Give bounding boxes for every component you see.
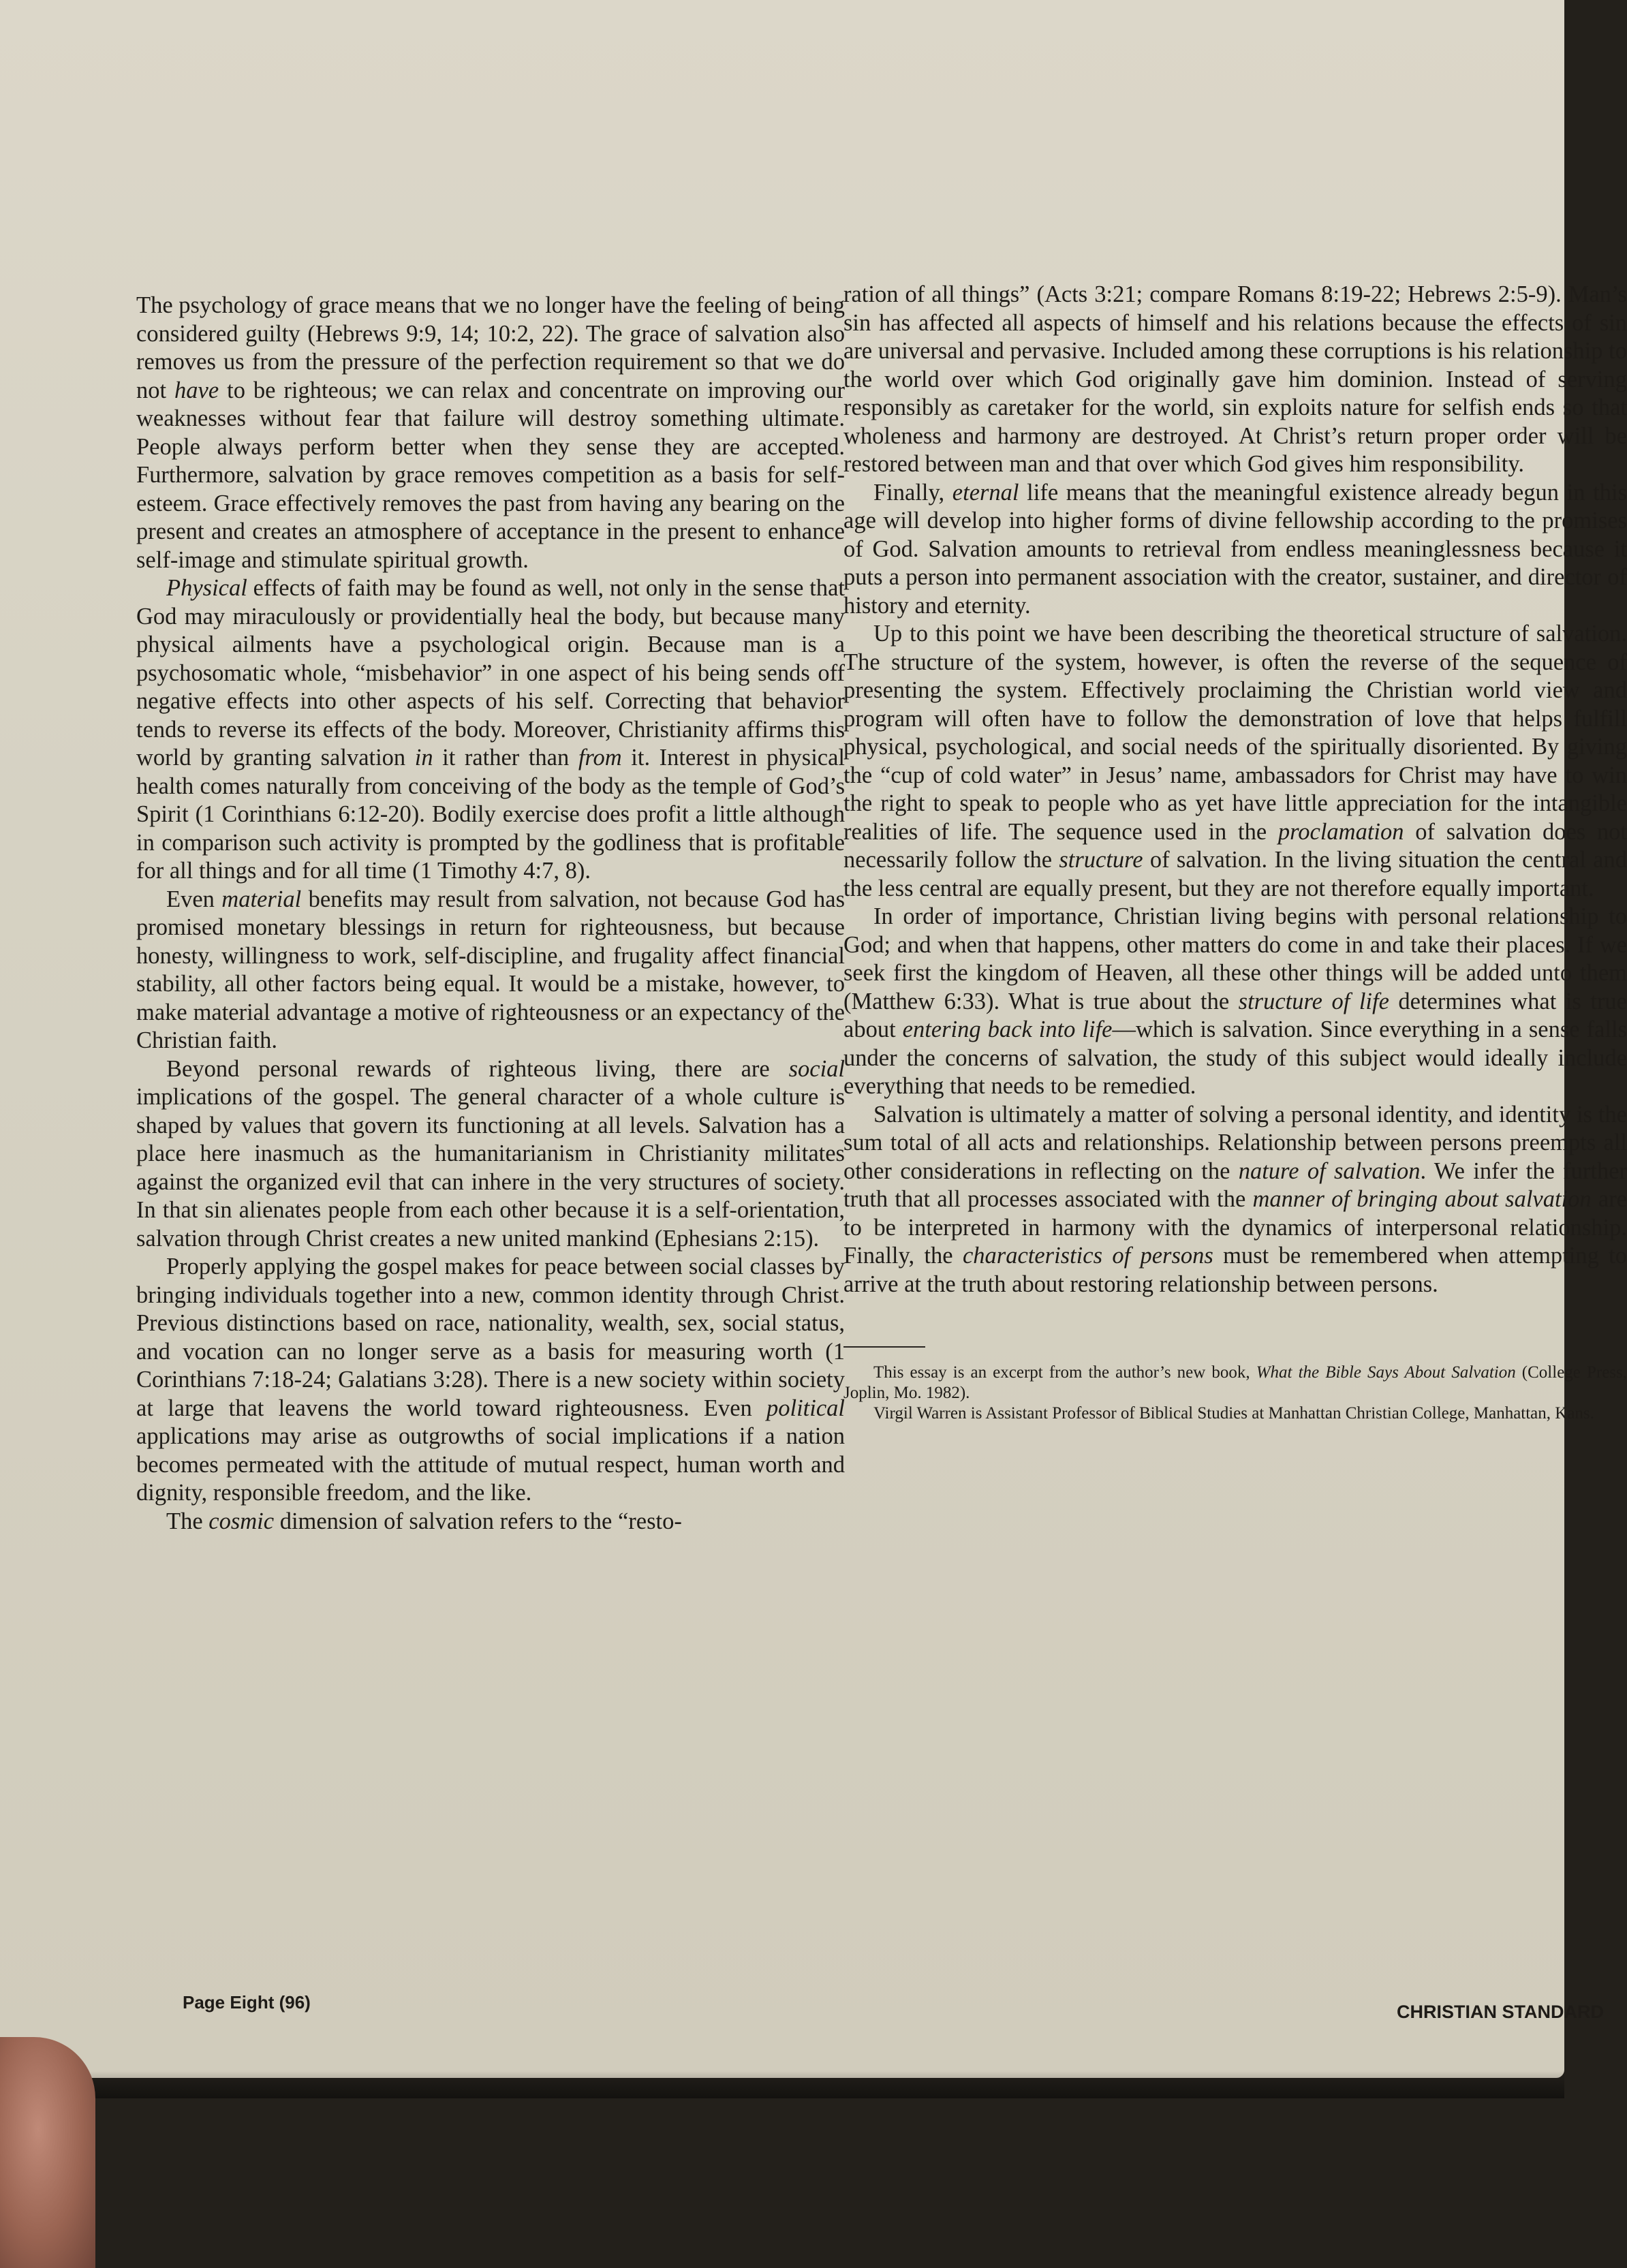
paragraph: Finally, eternal life means that the meaningful existence already begun in this age will develop into higher forms of divine fellowship according to the promises of God. Salvation amounts to retrieval from endless meaninglessness because it puts a person into permanent association with the creator, sustainer, and director of history and eternity. <box>843 479 1627 619</box>
paragraph: Beyond personal rewards of righteous living, there are social implications of the gospel. The general character of a whole culture is shaped by values that govern its functioning at all levels. Salvation has a place here inasmuch as the humanitarianism in Christianity militates against the organized evil that can inhere in the very structures of society. In that sin alienates people from each other because it is a self-orientation, salvation through Christ creates a new united mankind (Ephesians 2:15). <box>136 1055 845 1252</box>
paragraph: The cosmic dimension of salvation refers to the “resto- <box>166 1508 682 1534</box>
paragraph: The psychology of grace means that we no longer have the feeling of being considered guilty (Hebrews 9:9, 14; 10:2, 22). The grace of salvation also removes us from the pressure of the perfection requirement so that we do not have to be righteous; we can relax and concentrate on improving our weaknesses without fear that failure will destroy something ultimate. People always perform better when they sense they are accepted. Furthermore, salvation by grace removes competition as a basis for self-esteem. Grace effectively removes the past from having any bearing on the present and creates an atmosphere of acceptance in the present to enhance self-image and stimulate spiritual growth. <box>136 292 845 573</box>
footnote-divider <box>843 1346 925 1348</box>
left-column <box>136 292 845 1536</box>
right-column-text <box>843 281 1627 1424</box>
page-edge-shadow <box>0 2071 1564 2098</box>
magazine-name: CHRISTIAN STANDARD <box>1397 2002 1604 2022</box>
paragraph: Even material benefits may result from salvation, not because God has promised monetary blessings in return for righteousness, but because honesty, willingness to work, self-discipline, and frugality affect financial stability, all other factors being equal. It would be a mistake, however, to make material advantage a motive of righteousness or an expectancy of the Christian faith. <box>136 886 846 1053</box>
paragraph: Up to this point we have been describing the theoretical structure of salvation. The structure of the system, however, is often the reverse of the sequence of presenting the system. Effectively proclaiming the Christian world view and program will often have to follow the demonstration of love that helps fulfill physical, psychological, and social needs of the spiritually disoriented. By giving the “cup of cold water” in Jesus’ name, ambassadors for Christ may have to win the right to speak to people who as yet have little appreciation for the intangible realities of life. The sequence used in the proclamation of salvation does not necessarily follow the structure of salvation. In the living situation the central and the less central are equally present, but they are not therefore equally important. <box>843 621 1627 901</box>
paragraph: In order of importance, Christian living begins with personal relationship to God; and when that happens, other matters do come in and take their places. If we seek first the kingdom of Heaven, all these other things will be added unto them (Matthew 6:33). What is true about the structure of life determines what is true about entering back into life—which is salvation. Since everything in a sense falls under the concerns of salvation, the study of this subject would ideally include everything that needs to be remedied. <box>843 903 1627 1099</box>
paragraph: Physical effects of faith may be found as well, not only in the sense that God may miraculously or providentially heal the body, but because many physical ailments have a psychological origin. Because man is a psychosomatic whole, “misbehavior” in one aspect of his being sends off negative effects into other aspects of his self. Correcting that behavior tends to reverse its effects of the body. Moreover, Christianity affirms this world by granting salvation in it rather than from it. Interest in physical health comes naturally from conceiving of the body as the temple of God’s Spirit (1 Corinthians 6:12-20). Bodily exercise does profit a little although in comparison such activity is prompted by the godliness that is profitable for all things and for all time (1 Timothy 4:7, 8). <box>136 575 845 884</box>
paragraph: Properly applying the gospel makes for peace between social classes by bringing individuals together into a new, common identity through Christ. Previous distinctions based on race, nationality, wealth, sex, social status, and vocation can no longer serve as a basis for measuring worth (1 Corinthians 7:18-24; Galatians 3:28). There is a new society within society at large that leavens the world toward righteousness. Even political applications may arise as outgrowths of social implications if a nation becomes permeated with the attitude of mutual respect, human worth and dignity, responsible freedom, and the like. <box>136 1254 845 1506</box>
thumb <box>0 2037 95 2268</box>
footnote: Virgil Warren is Assistant Professor of Biblical Studies at Manhattan Christian College, Manhattan, Kans. <box>873 1404 1594 1423</box>
paragraph: ration of all things” (Acts 3:21; compare Romans 8:19-22; Hebrews 2:5-9). Man’s sin has affected all aspects of himself and his relations because the effects of sin are universal and pervasive. Included among these corruptions is his relationship to the world over which God originally gave him dominion. Instead of serving responsibly as caretaker for the world, sin exploits nature for selfish ends so that wholeness and harmony are destroyed. At Christ’s return proper order will be restored between man and that over which God gives him responsibility. <box>843 281 1627 477</box>
right-column <box>843 281 1627 1424</box>
page-number: Page Eight (96) <box>183 1992 311 2013</box>
footnote: This essay is an excerpt from the author’s new book, What the Bible Says About Salvation (College Press, Joplin, Mo. 1982). <box>843 1363 1627 1402</box>
paragraph: Salvation is ultimately a matter of solving a personal identity, and identity is the sum total of all acts and relationships. Relationship between persons preempts all other considerations in reflecting on the nature of salvation. We infer the further truth that all processes associated with the manner of bringing about salvation are to be interpreted in harmony with the dynamics of interpersonal relationship. Finally, the characteristics of persons must be remembered when attempting to arrive at the truth about restoring relationship between persons. <box>843 1101 1627 1297</box>
